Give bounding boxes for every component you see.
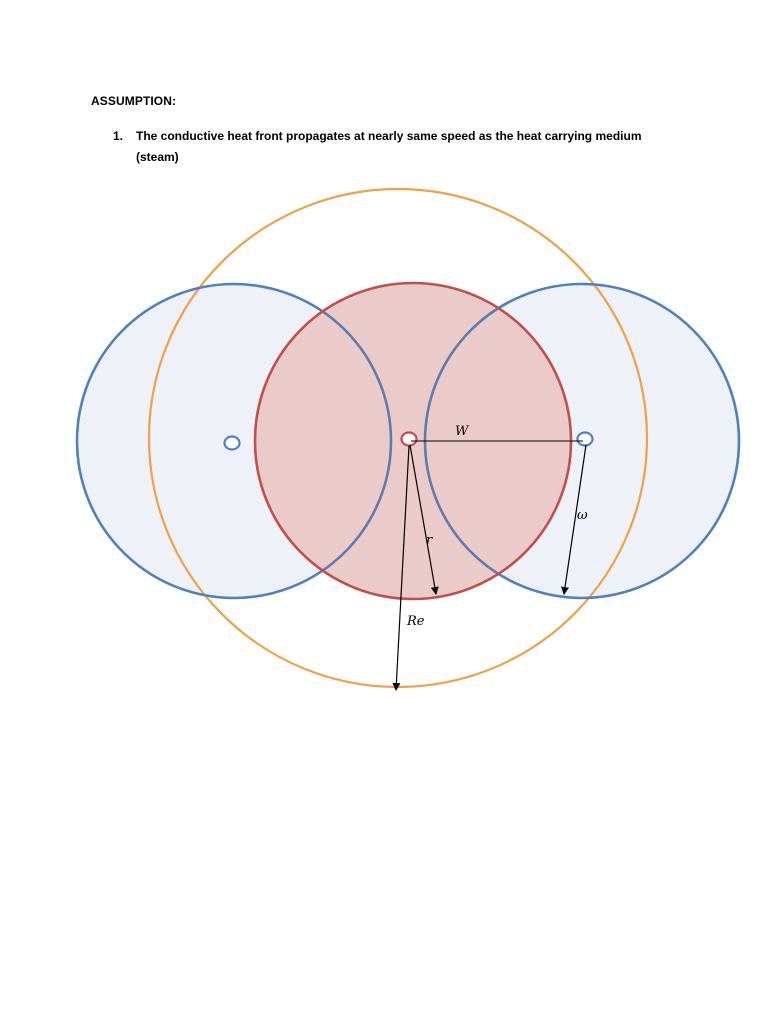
center-well-marker	[402, 433, 417, 446]
re-label: Re	[407, 614, 425, 629]
left-well-marker	[225, 437, 240, 450]
w-label: W	[455, 424, 469, 439]
omega-label: ω	[577, 508, 588, 523]
right-well-marker	[578, 433, 593, 446]
assumption-item-number: 1.	[113, 129, 124, 143]
r-label: r	[426, 533, 433, 548]
assumption-item-text: The conductive heat front propagates at nearly same speed as the heat carrying medium (steam)	[136, 129, 642, 164]
assumption-heading: ASSUMPTION:	[91, 94, 177, 108]
